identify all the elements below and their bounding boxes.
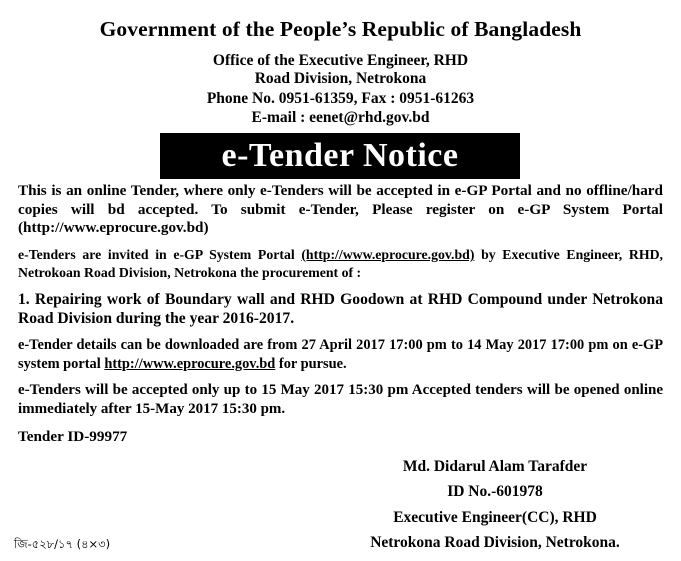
invitation-text-a: e-Tenders are invited in e-GP System Portal (18, 247, 302, 262)
eprocure-link[interactable]: (http://www.eprocure.gov.bd) (301, 247, 475, 262)
signatory-name: Md. Didarul Alam Tarafder (402, 458, 588, 475)
notice-banner: e-Tender Notice (160, 133, 520, 179)
reference-number: জি-৫২৮/১৭ (৪×৩) (14, 537, 111, 551)
signatory-division: Netrokona Road Division, Netrokona. (370, 534, 620, 551)
intro-paragraph: This is an online Tender, where only e-Tenders will be accepted in e-GP Portal and no offline/hard copies will bd accepted. To submit e-Tender, Please register on e-GP System Portal (http://www.eprocure.gov.bd) (18, 182, 663, 236)
download-paragraph (18, 336, 663, 373)
acceptance-paragraph: e-Tenders will be accepted only up to 15 May 2017 15:30 pm Accepted tenders will be opened online immediately after 15-May 2017 15:30 pm. (18, 382, 663, 417)
tender-id: Tender ID-99977 (18, 428, 128, 445)
government-title: Government of the People’s Republic of Bangladesh (99, 17, 582, 41)
download-text-b: for pursue. (275, 355, 347, 372)
download-text-a: e-Tender details can be downloaded are from 27 April 2017 17:00 pm to 14 May 2017 17:00 pm on e-GP system portal (18, 337, 663, 372)
signatory-id: ID No.-601978 (447, 483, 543, 500)
invitation-paragraph (18, 246, 663, 282)
work-item: 1. Repairing work of Boundary wall and RHD Goodown at RHD Compound under Netrokona Road Division during the year 2016-2017. (18, 291, 663, 327)
portal-link[interactable]: http://www.eprocure.gov.bd (104, 355, 276, 372)
phone-fax: Phone No. 0951-61359, Fax : 0951-61263 (206, 90, 475, 107)
office-name: Office of the Executive Engineer, RHD (212, 52, 469, 69)
signatory-designation: Executive Engineer(CC), RHD (393, 509, 597, 526)
email-line: E-mail : eenet@rhd.gov.bd (251, 109, 430, 126)
invitation-text-b: by Executive Engineer, RHD, Netrokoan Road Division, Netrokona the procurement of : (18, 247, 663, 280)
division-name: Road Division, Netrokona (254, 70, 427, 87)
